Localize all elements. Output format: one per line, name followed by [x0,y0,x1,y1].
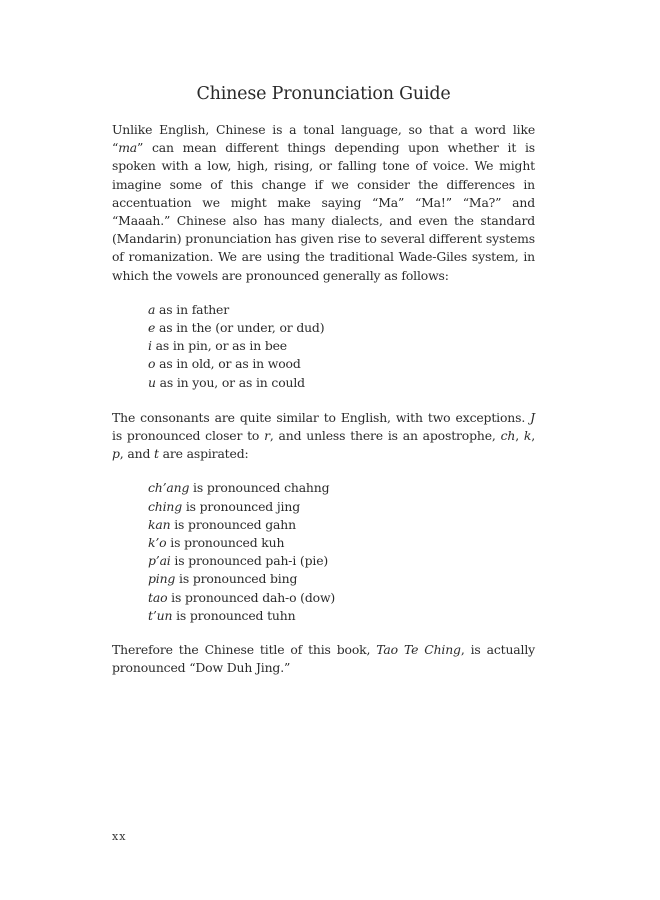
consonant-ch: ch [500,428,516,444]
intro-paragraph [112,121,535,285]
consonant-item [148,516,535,534]
conclusion-text: , is actually pronounced “Dow Duh Jing.” [112,642,535,676]
consonants-paragraph [112,409,535,464]
consonant-description: is pronounced dah-o (dow) [167,589,336,605]
consonant-item [148,589,535,607]
consonant-word: k’o [148,535,167,551]
intro-ma-word: ma [118,140,138,156]
book-title: Tao Te Ching [376,642,461,658]
consonant-item [148,498,535,516]
consonant-description: is pronounced pah-i (pie) [170,553,329,569]
consonant-word: ch’ang [148,480,190,496]
vowel-list [148,301,535,392]
consonant-item [148,552,535,570]
consonant-j: J [530,409,535,425]
consonant-word: kan [148,516,171,532]
vowel-item [148,301,535,319]
consonant-p: p [112,446,120,462]
consonant-list [148,479,535,625]
vowel-item [148,337,535,355]
intro-text-1: Unlike English, Chinese is a tonal language, so that a word like “ [112,122,535,156]
vowel-letter: e [148,320,156,336]
consonant-item [148,479,535,497]
vowel-item [148,355,535,373]
consonant-item [148,607,535,625]
vowel-item [148,374,535,392]
vowel-item [148,319,535,337]
consonants-text: , and unless there is an apostrophe, [269,428,501,444]
page-title: Chinese Pronunciation Guide [196,84,451,104]
consonant-t: t [154,446,159,462]
vowel-description: as in the (or under, or dud) [155,320,325,336]
vowel-description: as in pin, or as in bee [151,338,287,354]
consonant-r: r [264,428,270,444]
page-number: xx [112,830,127,843]
page-content [112,84,535,677]
consonant-description: is pronounced gahn [170,516,296,532]
conclusion-paragraph [112,641,535,677]
consonant-word: tao [148,589,168,605]
consonant-word: t’un [148,607,173,623]
consonant-description: is pronounced chahng [189,480,330,496]
vowel-letter: u [148,374,156,390]
consonants-text: are aspirated: [158,446,249,462]
consonants-text: is pronounced closer to [112,428,265,444]
vowel-letter: i [148,338,152,354]
consonant-item [148,534,535,552]
consonant-word: p’ai [148,553,171,569]
consonant-item [148,570,535,588]
consonant-description: is pronounced tuhn [172,607,296,623]
consonants-text: , [515,428,524,444]
vowel-letter: o [148,356,156,372]
consonant-k: k [523,428,532,444]
consonants-text: , [531,428,535,444]
vowel-description: as in you, or as in could [155,374,305,390]
consonants-text: , and [119,446,155,462]
intro-text-2: ” can mean different things depending upon whether it is spoken with a low, high, rising, or falling tone of voice. We might imagine some of this change if we consider the differences in accentuation we might make saying “Ma” “Ma!” “Ma?” and “Maaah.” Chinese also has many dialects, and even the standard (Mandarin) pronunciation has given rise to several different systems of romanization. We are using the traditional Wade-Giles system, in which the vowels are pronounced generally as follows: [112,140,535,283]
consonant-description: is pronounced bing [175,571,298,587]
conclusion-text: Therefore the Chinese title of this book, [112,642,377,658]
consonant-word: ching [148,498,183,514]
consonant-description: is pronounced jing [182,498,300,514]
vowel-letter: a [148,301,156,317]
consonant-description: is pronounced kuh [166,535,285,551]
consonant-word: ping [148,571,176,587]
consonants-text: The consonants are quite similar to English, with two exceptions. [112,409,531,425]
vowel-description: as in father [155,301,229,317]
vowel-description: as in old, or as in wood [155,356,301,372]
